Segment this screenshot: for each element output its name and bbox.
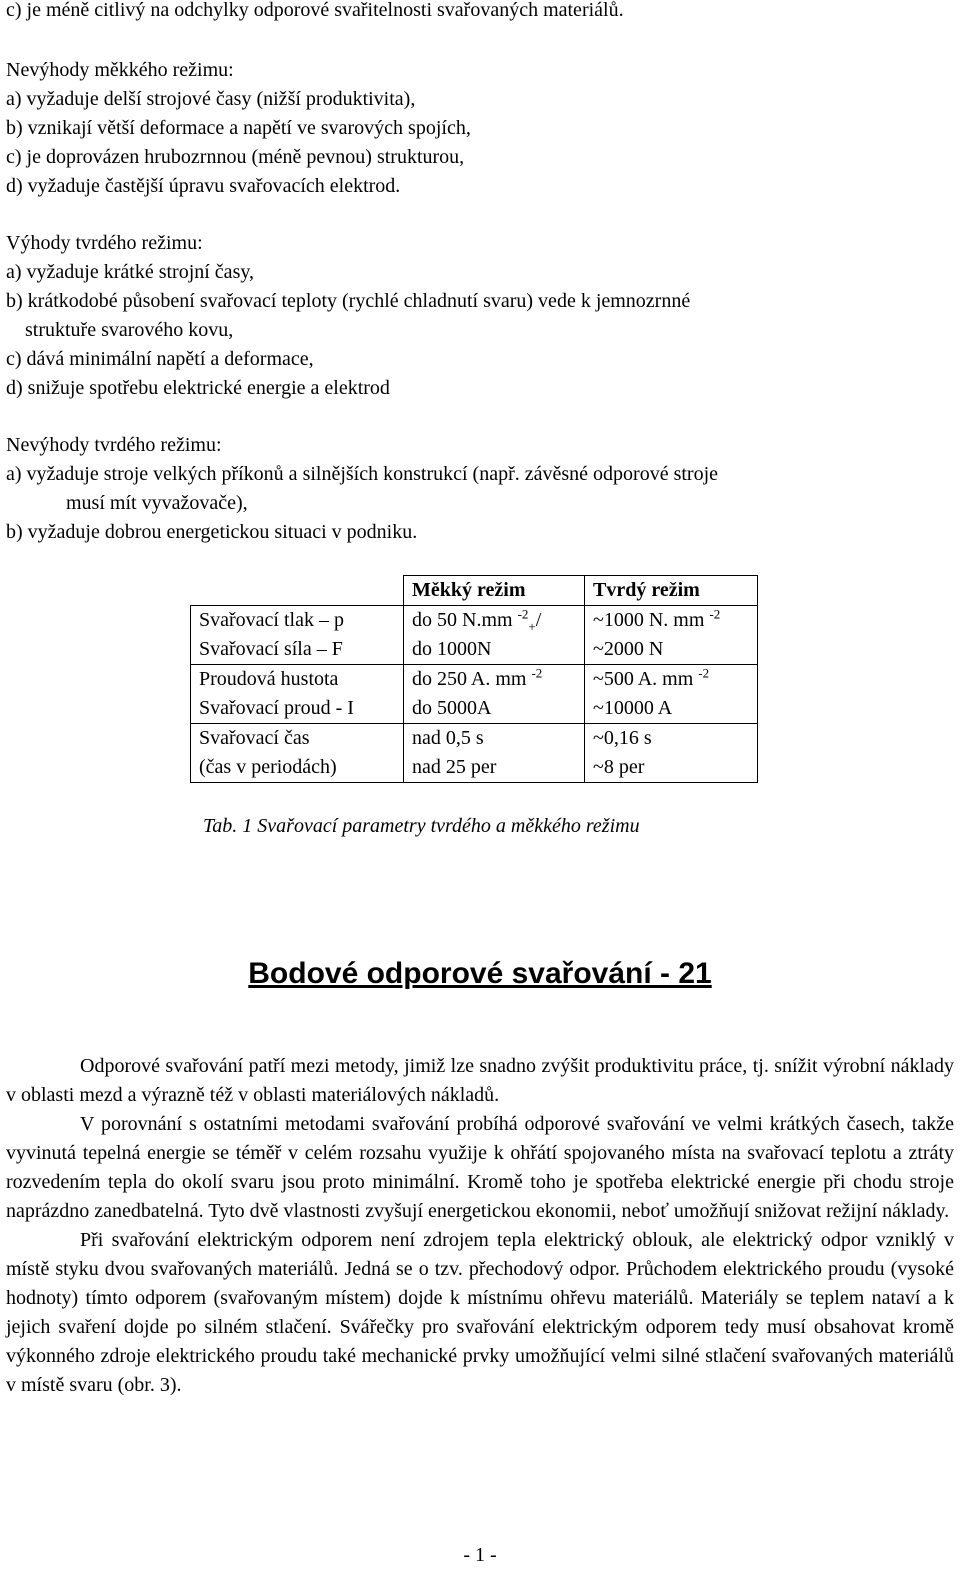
parameters-table (190, 575, 758, 783)
intro-line: c) je méně citlivý na odchylky odporové svařitelnosti svařovaných materiálů. (6, 0, 624, 21)
soft-value: do 250 A. mm $^{-2}$ (412, 665, 543, 690)
list-item: d) vyžaduje častější úpravu svařovacích elektrod. (6, 175, 401, 197)
column-header-soft: Měkký režim (404, 576, 585, 606)
column-header-hard: Tvrdý režim (585, 576, 758, 606)
soft-value: do 50 N.mm $^{-2}_+$/ (412, 606, 542, 634)
hard-value-cell (585, 724, 758, 783)
soft-value-cell (404, 724, 585, 783)
hard-value-cell (585, 606, 758, 665)
body-text (6, 1052, 954, 1400)
parameter-cell (191, 724, 404, 783)
list-item: b) vznikají větší deformace a napětí ve svarových spojích, (6, 117, 471, 139)
hard-value: ~10000 A (593, 697, 673, 719)
paragraph: V porovnání s ostatními metodami svařování probíhá odporové svařování ve velmi krátkých časech, takže vyvinutá tepelná energie se téměř v celém rozsahu využije k ohřátí spojovaného místa na svařovací teplotu a ztráty rozvedením tepla do okolí svaru jsou proto minimální. Kromě toho je spotřeba elektrické energie při chodu stroje naprázdno zanedbatelná. Tyto dvě vlastnosti zvyšují energetickou ekonomii, neboť umožňují snižovat režijní náklady. (6, 1113, 954, 1222)
list-item-continuation: struktuře svarového kovu, (25, 319, 234, 341)
hard-value: ~8 per (593, 756, 645, 778)
table-corner (191, 576, 404, 606)
table-row (191, 665, 758, 724)
soft-value-cell (404, 606, 585, 665)
parameter-cell (191, 606, 404, 665)
parameter-name: (čas v periodách) (199, 756, 337, 778)
hard-advantages-heading: Výhody tvrdého režimu: (6, 232, 203, 254)
hard-value: ~2000 N (593, 638, 664, 660)
hard-value: ~1000 N. mm $^{-2}$ (593, 606, 721, 631)
list-item: c) dává minimální napětí a deformace, (6, 348, 314, 370)
soft-value: nad 25 per (412, 756, 497, 778)
parameter-name: Svařovací tlak – p (199, 609, 344, 631)
soft-value: nad 0,5 s (412, 727, 484, 749)
list-item: a) vyžaduje krátké strojní časy, (6, 261, 255, 283)
parameter-name: Svařovací síla – F (199, 638, 343, 660)
table-row (191, 724, 758, 783)
soft-value: do 5000A (412, 697, 492, 719)
soft-value: do 1000N (412, 638, 492, 660)
parameter-name: Proudová hustota (199, 668, 339, 690)
list-item: b) krátkodobé působení svařovací teploty (rychlé chladnutí svaru) vede k jemnozrnné (6, 290, 691, 312)
paragraph: Odporové svařování patří mezi metody, jimiž lze snadno zvýšit produktivitu práce, tj. snížit výrobní náklady v oblasti mezd a výrazně též v oblasti materiálových nákladů. (6, 1055, 954, 1106)
parameter-cell (191, 665, 404, 724)
list-item: b) vyžaduje dobrou energetickou situaci v podniku. (6, 521, 418, 543)
table-header-row (191, 576, 758, 606)
page-number: - 1 - (463, 1544, 497, 1566)
table-caption: Tab. 1 Svařovací parametry tvrdého a měkkého režimu (203, 815, 640, 837)
list-item: d) snižuje spotřebu elektrické energie a elektrod (6, 377, 390, 399)
parameter-name: Svařovací čas (199, 727, 310, 749)
paragraph: Při svařování elektrickým odporem není zdrojem tepla elektrický oblouk, ale elektrický odpor vzniklý v místě styku dvou svařovaných materiálů. Jedná se o tzv. přechodový odpor. Průchodem elektrického proudu (vysoké hodnoty) tímto odporem (svařovaným místem) dojde k místnímu ohřevu materiálů. Materiály se teplem nataví a k jejich svaření dojde po silném stlačení. Svářečky pro svařování elektrickým odporem tedy musí obsahovat kromě výkonného zdroje elektrického proudu také mechanické prvky umožňující velmi silné stlačení svařovaných materiálů v místě svaru (obr. 3). (6, 1229, 954, 1396)
soft-disadvantages-heading: Nevýhody měkkého režimu: (6, 59, 234, 81)
hard-value: ~0,16 s (593, 727, 652, 749)
list-item: a) vyžaduje delší strojové časy (nižší produktivita), (6, 88, 416, 110)
hard-value: ~500 A. mm $^{-2}$ (593, 665, 710, 690)
table-row (191, 606, 758, 665)
hard-disadvantages-heading: Nevýhody tvrdého režimu: (6, 434, 222, 456)
list-item-continuation: musí mít vyvažovače), (66, 492, 248, 514)
soft-value-cell (404, 665, 585, 724)
list-item: a) vyžaduje stroje velkých příkonů a silnějších konstrukcí (např. závěsné odporové stroje (6, 463, 719, 485)
list-item: c) je doprovázen hrubozrnnou (méně pevnou) strukturou, (6, 146, 465, 168)
parameter-name: Svařovací proud - I (199, 697, 354, 719)
section-heading: Bodové odporové svařování - 21 (248, 957, 712, 990)
hard-value-cell (585, 665, 758, 724)
